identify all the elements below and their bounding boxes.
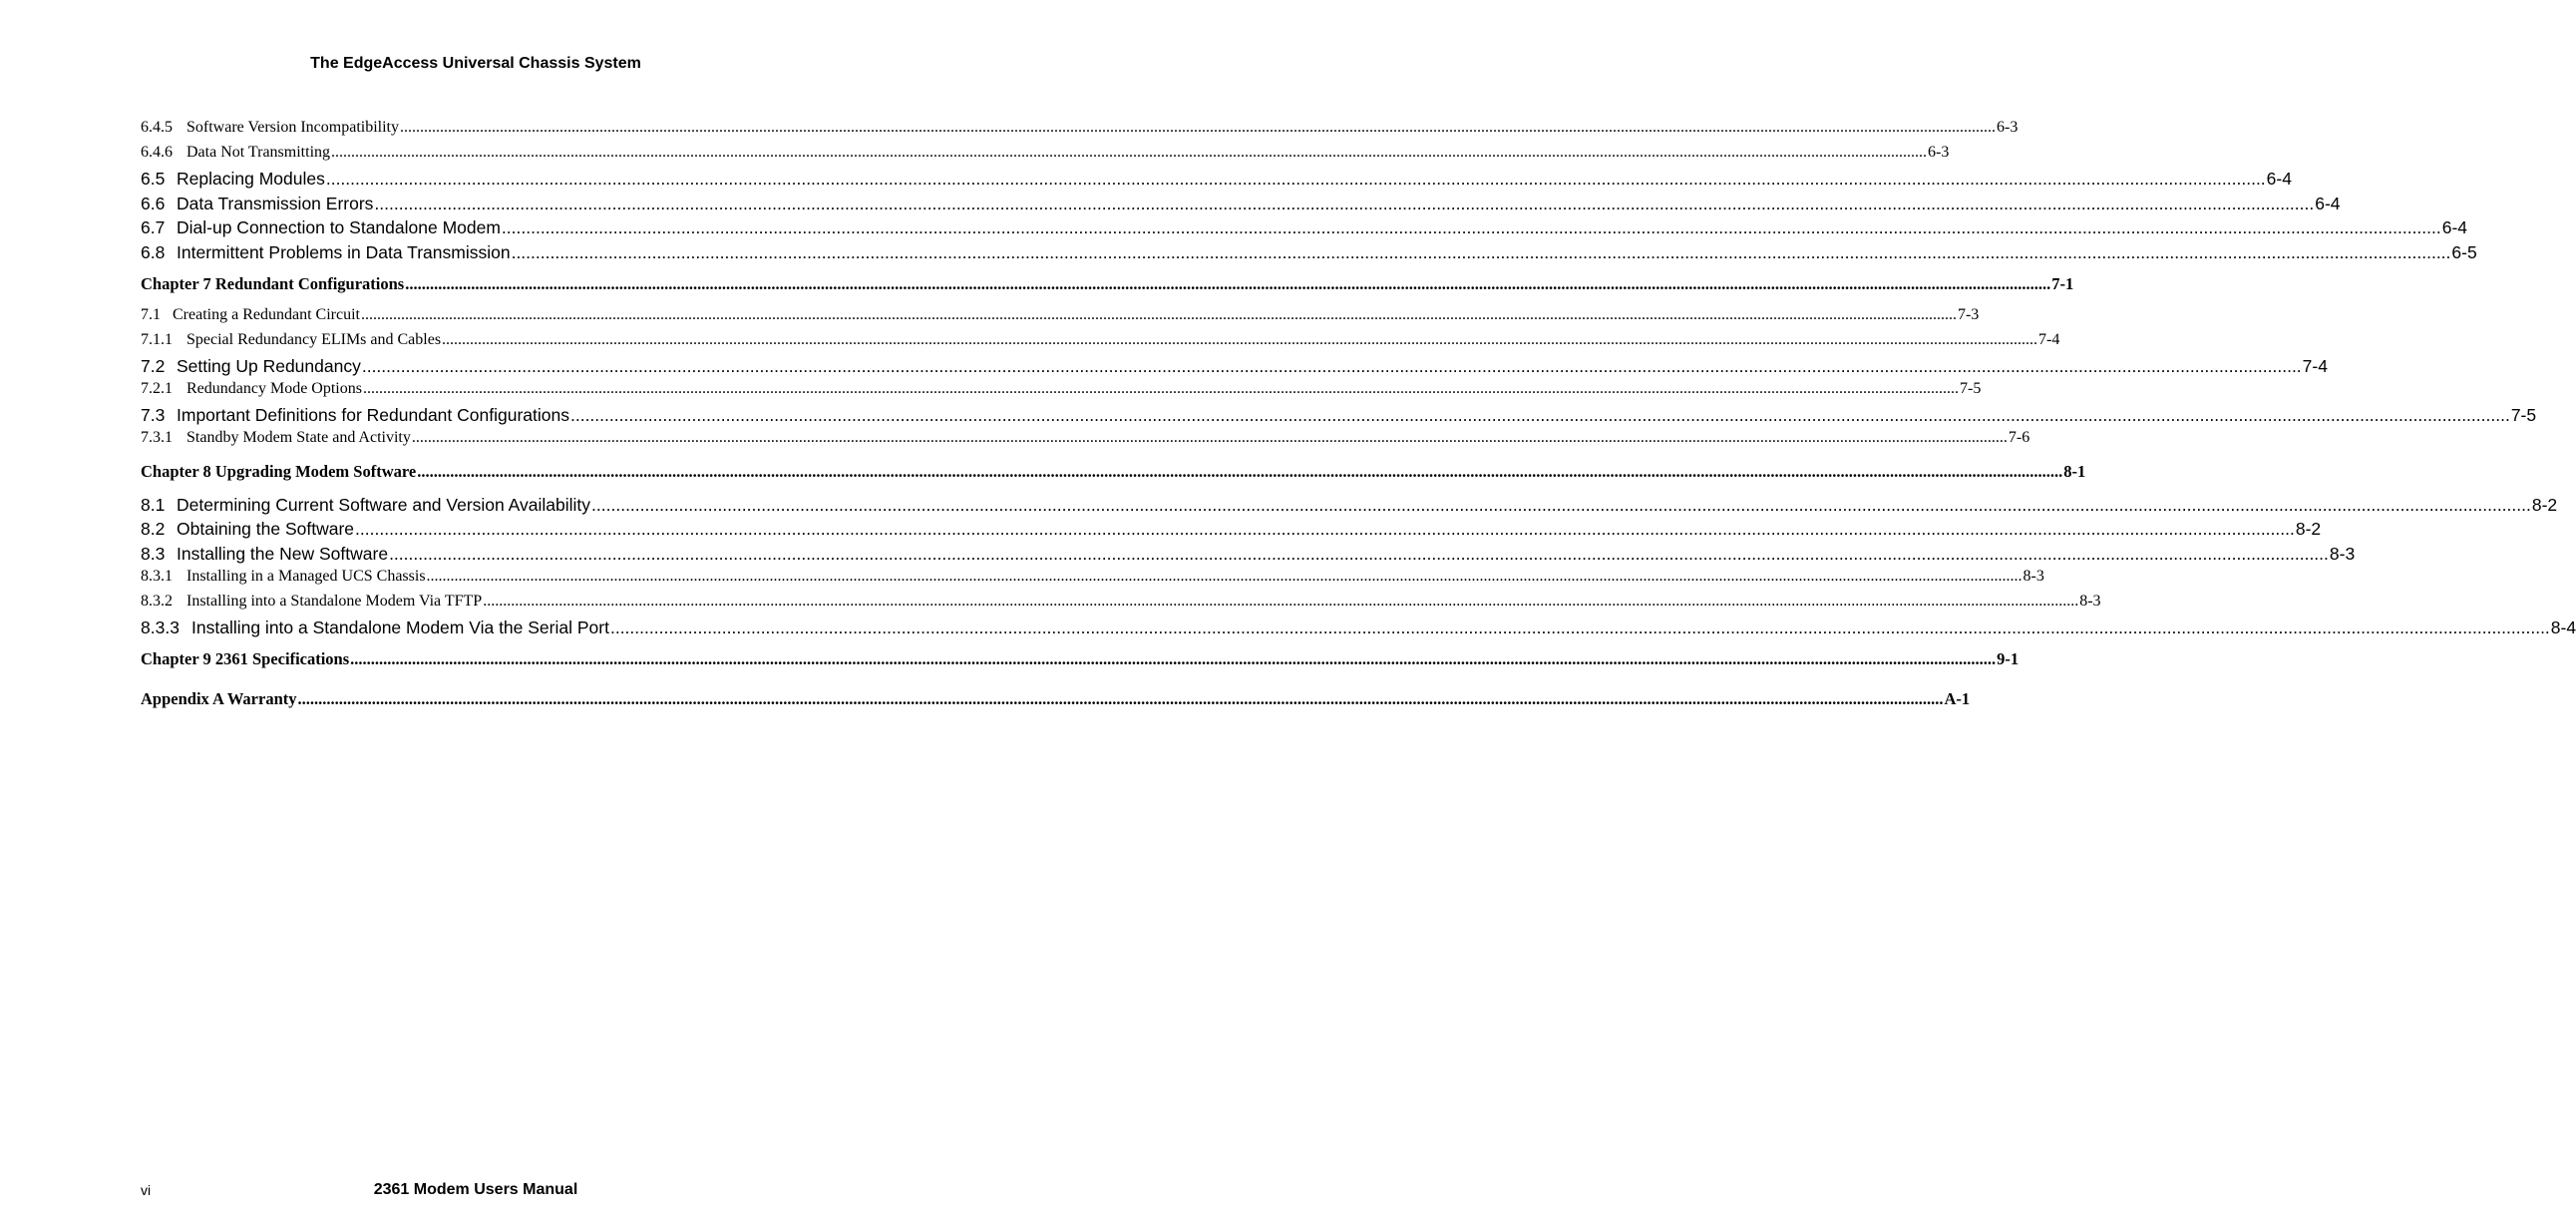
toc-leader-dots: ................................................................................................................................................................................................................................................................................................................................................................................................................ — [569, 405, 2510, 425]
toc-entry-page: 7-3 — [1957, 306, 1980, 323]
toc-entry — [141, 429, 2030, 447]
toc-entry-page: 8-3 — [2079, 593, 2101, 610]
toc-entry-title: Creating a Redundant Circuit — [173, 306, 360, 323]
toc-entry-page: 7-6 — [2008, 429, 2030, 446]
toc-entry — [141, 194, 2341, 214]
toc-entry — [141, 380, 1982, 398]
toc-entry-number: 6.4.5 — [141, 119, 173, 136]
toc-entry-number: 6.8 — [141, 242, 166, 262]
toc-leader-dots: ................................................................................................................................................................................................................................................................................................................................................................................................................ — [361, 356, 2302, 376]
toc-entry-page: 9-1 — [1997, 649, 2020, 668]
toc-entry — [141, 331, 2060, 349]
toc-leader-dots: ................................................................................................................................................................................................................................................................................................................................................................................................................ — [511, 242, 2451, 262]
footer-page-number: vi — [141, 1182, 152, 1198]
toc-leader-dots: ................................................................................................................................................................................................................................................................................................................................................................................................................ — [426, 568, 2023, 585]
toc-entry-page: 6-5 — [2451, 242, 2477, 262]
toc-leader-dots: ................................................................................................................................................................................................................................................................................................................................................................................................................ — [411, 429, 2008, 446]
toc-entry-page: 7-4 — [2038, 331, 2060, 348]
toc-entry — [141, 144, 1950, 162]
toc-leader-dots: ................................................................................................................................................................................................................................................................................................................................................................................................................ — [389, 544, 2329, 564]
toc-entry — [141, 519, 2322, 540]
toc-leader-dots: ................................................................................................................................................................................................................................................................................................................................................................................................................ — [297, 689, 1944, 708]
toc-entry-title: Obtaining the Software — [177, 519, 355, 539]
toc-entry — [141, 217, 2468, 238]
toc-entry-number: 8.1 — [141, 495, 166, 515]
toc-entry-title: Intermittent Problems in Data Transmission — [177, 242, 511, 262]
toc-entry-page: 8-2 — [2295, 519, 2322, 539]
toc-entry-page: 8-2 — [2531, 495, 2558, 515]
toc-entry-page: 6-4 — [2266, 169, 2292, 189]
toc-entry-number: 8.3.1 — [141, 568, 173, 585]
toc-leader-dots: ................................................................................................................................................................................................................................................................................................................................................................................................................ — [501, 217, 2441, 237]
toc-entry — [141, 593, 2101, 611]
toc-entry-title: Installing into a Standalone Modem Via TFTP — [186, 593, 483, 610]
toc-entry-title: Replacing Modules — [177, 169, 325, 189]
toc-entry-page: A-1 — [1944, 689, 1971, 708]
toc-entry-title: Determining Current Software and Version Availability — [177, 495, 591, 515]
toc-leader-dots: ................................................................................................................................................................................................................................................................................................................................................................................................................ — [609, 617, 2550, 637]
toc-entry — [141, 544, 2356, 565]
toc-entry-number: 8.3 — [141, 544, 166, 564]
toc-entry — [141, 306, 1980, 324]
toc-entry-title: Chapter 9 2361 Specifications — [141, 649, 350, 668]
toc-entry-title: Installing in a Managed UCS Chassis — [186, 568, 426, 585]
toc-entry-page: 6-3 — [1928, 144, 1950, 161]
toc-entry-page: 8-3 — [2023, 568, 2044, 585]
toc-entry-page: 6-4 — [2315, 194, 2341, 213]
toc-entry-title: Dial-up Connection to Standalone Modem — [177, 217, 501, 237]
toc-entry — [141, 649, 2020, 669]
toc-entry — [141, 242, 2477, 263]
toc-entry — [141, 689, 1971, 709]
toc-entry — [141, 356, 2328, 377]
toc-entry-title: Important Definitions for Redundant Configurations — [177, 405, 569, 425]
toc-leader-dots: ................................................................................................................................................................................................................................................................................................................................................................................................................ — [400, 119, 1996, 136]
toc-entry-title: Data Not Transmitting — [186, 144, 331, 161]
toc-leader-dots: ................................................................................................................................................................................................................................................................................................................................................................................................................ — [405, 274, 2051, 293]
toc-entry-page: 7-5 — [1959, 380, 1982, 397]
toc-entry-number: 6.5 — [141, 169, 166, 189]
toc-entry-number: 7.1 — [141, 306, 161, 323]
toc-leader-dots: ................................................................................................................................................................................................................................................................................................................................................................................................................ — [483, 593, 2079, 610]
toc-leader-dots: ................................................................................................................................................................................................................................................................................................................................................................................................................ — [360, 306, 1957, 323]
toc-entry-title: Data Transmission Errors — [177, 194, 374, 213]
toc-entry-number: 7.2 — [141, 356, 166, 376]
toc-entry-number: 8.2 — [141, 519, 166, 539]
toc-entry — [141, 495, 2558, 516]
toc-entry — [141, 274, 2074, 294]
toc-entry-title: Chapter 7 Redundant Configurations — [141, 274, 405, 293]
toc-entry-title: Installing the New Software — [177, 544, 389, 564]
page-header: The EdgeAccess Universal Chassis System — [310, 55, 641, 72]
toc-leader-dots: ................................................................................................................................................................................................................................................................................................................................................................................................................ — [325, 169, 2266, 189]
toc-entry-number: 7.3.1 — [141, 429, 173, 446]
toc-entry-page: 8-4 — [2550, 617, 2576, 637]
toc-entry — [141, 119, 2019, 137]
toc-leader-dots: ................................................................................................................................................................................................................................................................................................................................................................................................................ — [591, 495, 2531, 515]
toc-leader-dots: ................................................................................................................................................................................................................................................................................................................................................................................................................ — [362, 380, 1959, 397]
toc-leader-dots: ................................................................................................................................................................................................................................................................................................................................................................................................................ — [331, 144, 1928, 161]
toc-entry-page: 7-5 — [2510, 405, 2537, 425]
toc-leader-dots: ................................................................................................................................................................................................................................................................................................................................................................................................................ — [442, 331, 2038, 348]
toc-entry-number: 7.2.1 — [141, 380, 173, 397]
toc-entry-title: Appendix A Warranty — [141, 689, 297, 708]
toc-entry-title: Setting Up Redundancy — [177, 356, 361, 376]
toc-entry-number: 6.4.6 — [141, 144, 173, 161]
toc-entry-number: 8.3.3 — [141, 617, 180, 637]
toc-entry — [141, 568, 2044, 586]
toc-entry-title: Chapter 8 Upgrading Modem Software — [141, 462, 417, 481]
toc-entry — [141, 169, 2292, 190]
toc-leader-dots: ................................................................................................................................................................................................................................................................................................................................................................................................................ — [417, 462, 2063, 481]
toc-leader-dots: ................................................................................................................................................................................................................................................................................................................................................................................................................ — [355, 519, 2295, 539]
toc-entry-page: 7-1 — [2051, 274, 2074, 293]
toc-leader-dots: ................................................................................................................................................................................................................................................................................................................................................................................................................ — [350, 649, 1997, 668]
toc-entry-number: 7.1.1 — [141, 331, 173, 348]
toc-entry-title: Software Version Incompatibility — [186, 119, 399, 136]
toc-entry-title: Redundancy Mode Options — [186, 380, 362, 397]
toc-entry-page: 7-4 — [2302, 356, 2328, 376]
toc-entry-title: Installing into a Standalone Modem Via the Serial Port — [191, 617, 609, 637]
toc-leader-dots: ................................................................................................................................................................................................................................................................................................................................................................................................................ — [374, 194, 2315, 213]
toc-entry-page: 8-1 — [2063, 462, 2086, 481]
toc-entry-page: 6-3 — [1997, 119, 2019, 136]
toc-entry-title: Special Redundancy ELIMs and Cables — [186, 331, 442, 348]
toc-entry-number: 7.3 — [141, 405, 166, 425]
toc-entry — [141, 617, 2576, 638]
toc-entry-page: 6-4 — [2441, 217, 2468, 237]
toc-entry-number: 8.3.2 — [141, 593, 173, 610]
toc-entry-number: 6.7 — [141, 217, 166, 237]
toc-entry-number: 6.6 — [141, 194, 166, 213]
toc-entry-title: Standby Modem State and Activity — [186, 429, 411, 446]
toc-entry — [141, 405, 2537, 426]
footer-manual-title: 2361 Modem Users Manual — [373, 1181, 578, 1198]
toc-entry-page: 8-3 — [2329, 544, 2356, 564]
toc-entry — [141, 462, 2086, 482]
